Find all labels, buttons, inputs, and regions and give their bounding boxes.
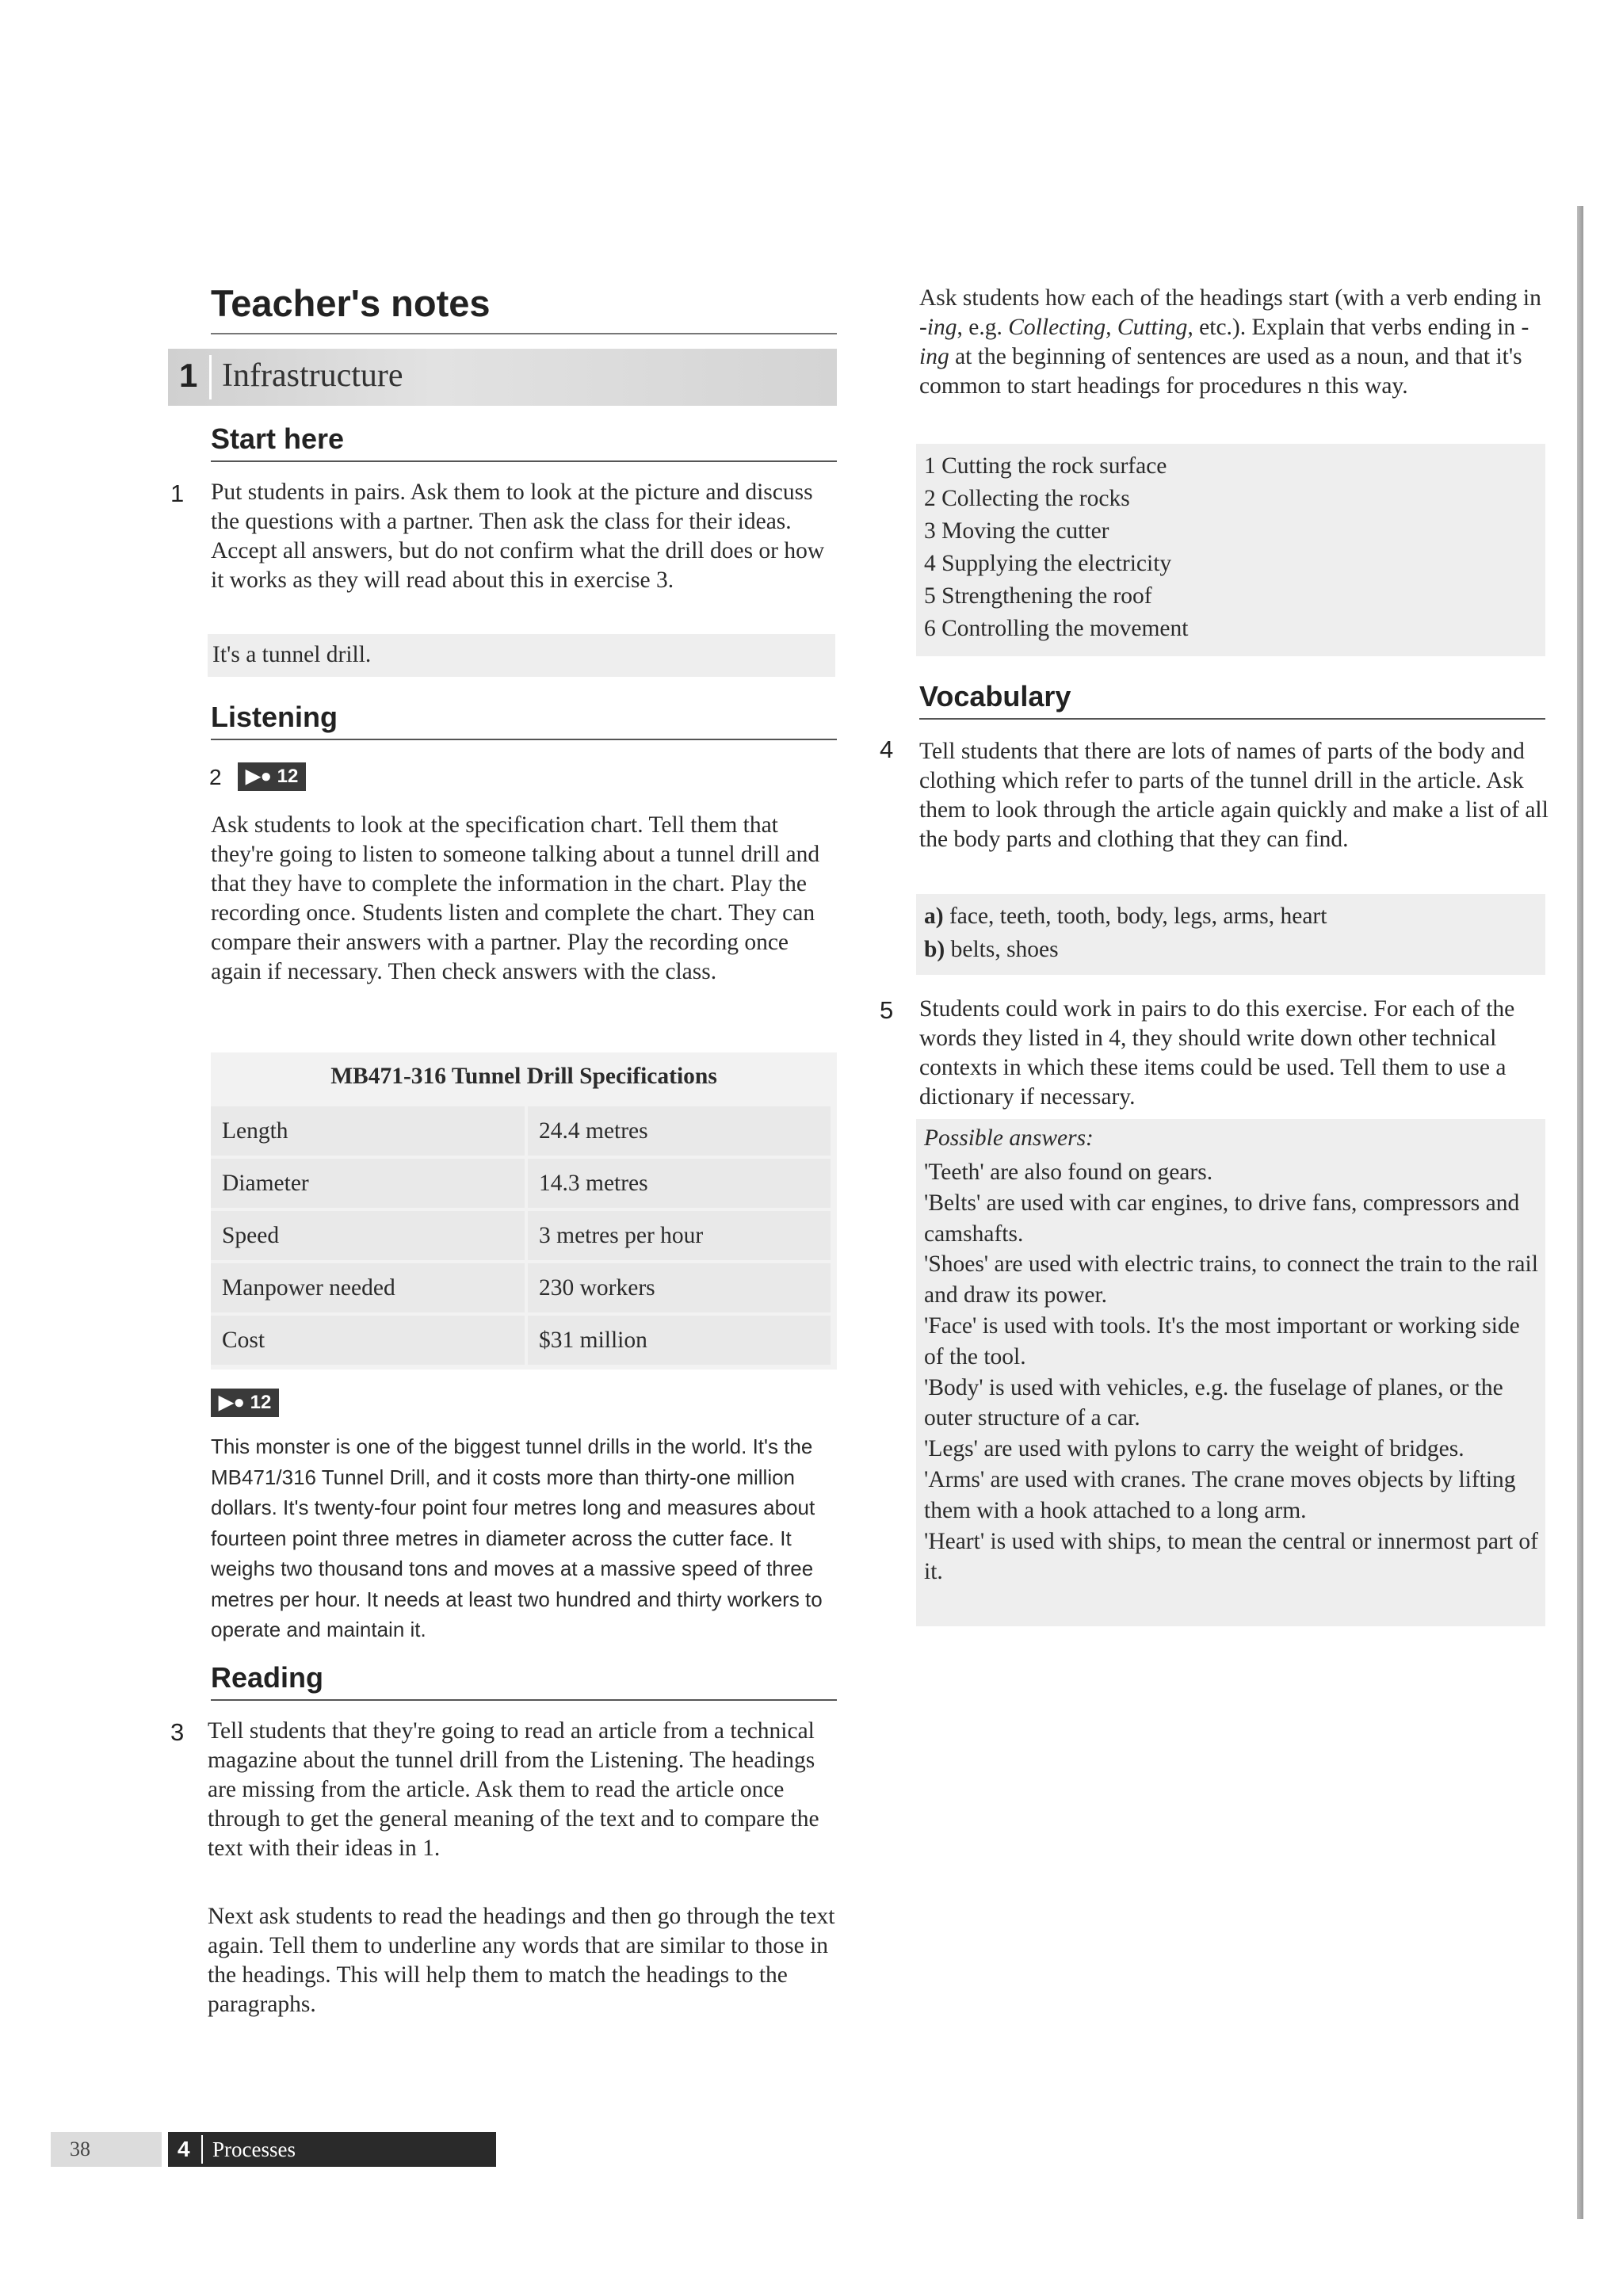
unit-footer-divider bbox=[201, 2135, 203, 2164]
exercise-text: Tell students that they're going to read an article from a technical magazine about the tunnel drill from the Listening. The headings are missing from the article. Ask them to read the article once through to get the general meaning of the text and to compare the text with their ideas in 1. bbox=[208, 1718, 819, 1861]
unit-footer-bar bbox=[168, 2132, 496, 2167]
possible-answers-list bbox=[924, 1157, 1542, 1587]
track-number: 12 bbox=[250, 1392, 272, 1413]
list-item: 'Teeth' are also found on gears. bbox=[924, 1159, 1213, 1185]
item-text: Controlling the movement bbox=[941, 616, 1189, 641]
track-number: 12 bbox=[277, 766, 299, 787]
item-text: Cutting the rock surface bbox=[941, 453, 1167, 479]
play-icon: ▶● bbox=[246, 766, 272, 787]
exercise-text: Tell students that there are lots of names of parts of the body and clothing which refer to parts of the tunnel drill in the article. Ask them to look through the article again quickly and make a list of all the body parts and clothing that they can find. bbox=[919, 739, 1549, 852]
spec-table bbox=[211, 1052, 837, 1370]
spec-value: 3 metres per hour bbox=[528, 1211, 831, 1260]
list-item bbox=[924, 900, 1327, 933]
scan-edge-shadow bbox=[1577, 206, 1583, 2219]
item-number: 1 bbox=[924, 453, 936, 479]
unit-footer-title: Processes bbox=[212, 2137, 296, 2161]
list-item bbox=[924, 613, 1188, 645]
audio-track-badge bbox=[238, 762, 306, 791]
list-item: 'Arms' are used with cranes. The crane moves objects by lifting them with a hook attached to a long arm. bbox=[924, 1466, 1516, 1523]
text-span: etc.). Explain that verbs ending in bbox=[1193, 315, 1522, 340]
table-row bbox=[211, 1263, 829, 1314]
spec-value: 230 workers bbox=[528, 1263, 831, 1312]
exercise-text: Ask students to look at the specification chart. Tell them that they're going to listen to someone talking about a tunnel drill and that they have to complete the information in the chart. Play the recording once. Students listen and complete the chart. They can compare their answers with a partner. Play the recording once again if necessary. Then check answers with the class. bbox=[211, 812, 820, 984]
spec-label: Cost bbox=[211, 1316, 525, 1365]
list-item: 'Face' is used with tools. It's the most important or working side of the tool. bbox=[924, 1312, 1520, 1370]
list-item: 'Shoes' are used with electric trains, to connect the train to the rail and draw its power. bbox=[924, 1251, 1538, 1308]
exercise-number: 2 bbox=[209, 765, 222, 789]
exercise-number: 5 bbox=[880, 996, 894, 1024]
unit-number: 1 bbox=[179, 357, 198, 394]
table-row bbox=[211, 1159, 829, 1209]
exercise-number: 3 bbox=[170, 1718, 185, 1746]
list-item bbox=[924, 580, 1152, 613]
unit-title: Infrastructure bbox=[222, 357, 403, 394]
item-number: 5 bbox=[924, 583, 936, 609]
item-number: 6 bbox=[924, 616, 936, 641]
item-number: 4 bbox=[924, 551, 936, 576]
play-icon: ▶● bbox=[219, 1392, 245, 1413]
item-number: 2 bbox=[924, 486, 936, 511]
text-span: , e.g. bbox=[957, 315, 1009, 340]
start-here-heading: Start here bbox=[211, 422, 837, 462]
spec-value: 24.4 metres bbox=[528, 1106, 831, 1156]
answer-box bbox=[208, 634, 835, 677]
unit-banner bbox=[168, 349, 837, 406]
list-item: 'Body' is used with vehicles, e.g. the fuselage of planes, or the outer structure of a car. bbox=[924, 1374, 1503, 1431]
list-item bbox=[924, 450, 1167, 483]
italic-span: -ing bbox=[919, 315, 957, 340]
item-number: 3 bbox=[924, 518, 936, 544]
item-letter: b) bbox=[924, 937, 945, 962]
unit-divider bbox=[209, 355, 212, 399]
page-number: 38 bbox=[70, 2137, 90, 2160]
spec-table-title: MB471-316 Tunnel Drill Specifications bbox=[330, 1064, 717, 1089]
exercise-number: 1 bbox=[170, 479, 185, 507]
spec-label: Length bbox=[211, 1106, 525, 1156]
audio-transcript: This monster is one of the biggest tunnel drills in the world. It's the MB471/316 Tunnel Drill, and it costs more than thirty-one million dollars. It's twenty-four point four metres long and measures about fourteen point three metres in diameter across the cutter face. It weighs two thousand tons and moves at a massive speed of three metres per hour. It needs at least two hundred and thirty workers to operate and maintain it. bbox=[211, 1435, 823, 1641]
spec-value: 14.3 metres bbox=[528, 1159, 831, 1208]
list-item bbox=[924, 483, 1130, 515]
spec-value: $31 million bbox=[528, 1316, 831, 1365]
vocabulary-heading: Vocabulary bbox=[919, 680, 1545, 720]
list-item: 'Belts' are used with car engines, to drive fans, compressors and camshafts. bbox=[924, 1190, 1520, 1247]
spec-label: Diameter bbox=[211, 1159, 525, 1208]
text-span: at the beginning of sentences are used as a noun, and that it's common to start headings for procedures n this way. bbox=[919, 344, 1522, 399]
table-row bbox=[211, 1211, 829, 1262]
possible-answers-label: Possible answers: bbox=[924, 1125, 1094, 1151]
item-letter: a) bbox=[924, 904, 944, 929]
headings-answer-box bbox=[916, 444, 1545, 656]
unit-footer-number: 4 bbox=[178, 2137, 190, 2161]
page-title: Teacher's notes bbox=[211, 282, 491, 324]
table-row bbox=[211, 1316, 829, 1366]
list-item bbox=[924, 548, 1171, 580]
exercise-number: 4 bbox=[880, 735, 894, 763]
table-row bbox=[211, 1106, 829, 1157]
item-text: Collecting the rocks bbox=[941, 486, 1130, 511]
page-number-box bbox=[51, 2132, 162, 2167]
list-item: 'Legs' are used with pylons to carry the weight of bridges. bbox=[924, 1436, 1465, 1462]
possible-answers-box bbox=[916, 1119, 1545, 1626]
exercise-text: Students could work in pairs to do this exercise. For each of the words they listed in 4, they should write down other technical contexts in which these items could be used. Tell them to use a dictionary if necessary. bbox=[919, 996, 1515, 1110]
answer-text: It's a tunnel drill. bbox=[212, 642, 372, 667]
item-text: Supplying the electricity bbox=[941, 551, 1172, 576]
item-text: Moving the cutter bbox=[941, 518, 1109, 544]
title-rule bbox=[211, 333, 837, 334]
spec-label: Speed bbox=[211, 1211, 525, 1260]
italic-span: -ing bbox=[919, 315, 1529, 369]
list-item bbox=[924, 515, 1109, 548]
item-text: belts, shoes bbox=[950, 937, 1059, 962]
text-span: Ask students how each of the headings start (with a verb ending in bbox=[919, 285, 1541, 311]
spec-label: Manpower needed bbox=[211, 1263, 525, 1312]
intro-text bbox=[919, 284, 1553, 401]
reading-heading: Reading bbox=[211, 1661, 837, 1701]
exercise-text: Next ask students to read the headings and then go through the text again. Tell them to underline any words that are similar to those in the headings. This will help them to match the headings to the paragraphs. bbox=[208, 1904, 835, 2017]
item-text: face, teeth, tooth, body, legs, arms, heart bbox=[949, 904, 1327, 929]
exercise-text: Put students in pairs. Ask them to look at the picture and discuss the questions with a partner. Then ask the class for their ideas. Accept all answers, but do not confirm what the drill does or how it works as they will read about this in exercise 3. bbox=[211, 479, 825, 593]
audio-track-badge bbox=[211, 1389, 279, 1417]
answer-box bbox=[916, 894, 1545, 975]
item-text: Strengthening the roof bbox=[941, 583, 1152, 609]
listening-heading: Listening bbox=[211, 701, 837, 740]
italic-span: Collecting, Cutting, bbox=[1008, 315, 1193, 340]
list-item bbox=[924, 934, 1059, 966]
list-item: 'Heart' is used with ships, to mean the central or innermost part of it. bbox=[924, 1528, 1538, 1585]
